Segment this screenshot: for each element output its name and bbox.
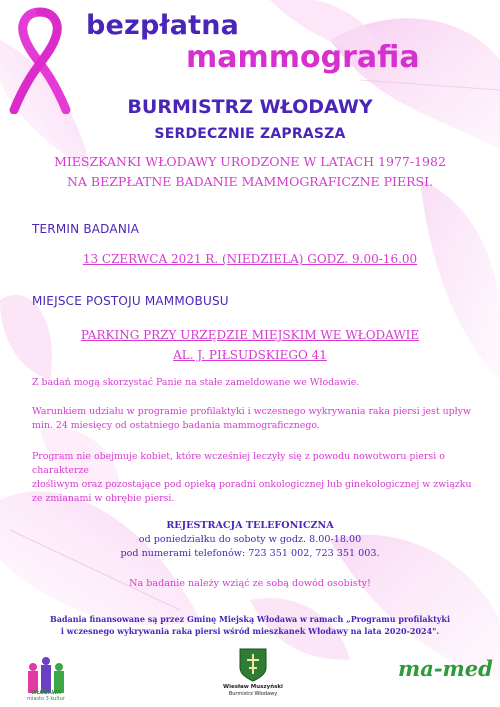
wlodawa-logo-subtitle: miasto 3 kultur [27, 696, 65, 702]
info-paragraph-2-line-2: min. 24 miesięcy od ostatniego badania mammograficznego. [32, 420, 320, 431]
invitation-line-2: NA BEZPŁATNE BADANIE MAMMOGRAFICZNE PIERSI. [66, 174, 433, 189]
wlodawa-logo-text [18, 690, 74, 702]
funding-info [0, 613, 500, 637]
exam-date-label: TERMIN BADANIA [32, 222, 140, 236]
town-crest-icon [239, 648, 267, 682]
location-address [0, 325, 500, 365]
info-paragraph-2-line-1: Warunkiem udziału w programie profilaktyki i wczesnego wykrywania raka piersi jest upływ [32, 406, 471, 417]
info-paragraph-2 [32, 405, 477, 433]
info-paragraph-1: Z badań mogą skorzystać Panie na stałe zameldowane we Włodawie. [32, 377, 360, 388]
info-paragraph-3-line-3: ze zmianami w obrębie piersi. [32, 493, 175, 504]
invitation-text [0, 152, 500, 192]
registration-title: REJESTRACJA TELEFONICZNA [166, 520, 334, 531]
title-line-1: bezpłatna [86, 10, 240, 41]
mayor-name: Wiesław Muszyński [223, 684, 283, 690]
location-line-1: PARKING PRZY URZĘDZIE MIEJSKIM WE WŁODAWIE [80, 328, 420, 342]
invitation-line-1: MIESZKANKI WŁODAWY URODZONE W LATACH 1977-1982 [54, 154, 446, 169]
mayor-role: Burmistrz Włodawy [228, 691, 278, 697]
info-paragraph-3-line-1: Program nie obejmuje kobiet, które wcześniej leczyły się z powodu nowotworu piersi o charakterze [32, 451, 445, 476]
location-line-2: AL. J. PIŁSUDSKIEGO 41 [173, 348, 327, 362]
funding-line-1: Badania finansowane są przez Gminę Miejską Włodawa w ramach „Programu profilaktyki [49, 614, 451, 624]
funding-line-2: i wczesnego wykrywania raka piersi wśród mieszkanek Włodawy na lata 2020-2024". [60, 626, 440, 636]
registration-phones: pod numerami telefonów: 723 351 002, 723 351 003. [120, 548, 380, 559]
registration-details [0, 533, 500, 561]
id-card-note: Na badanie należy wziąć ze sobą dowód osobisty! [129, 578, 371, 589]
location-label: MIEJSCE POSTOJU MAMMOBUSU [32, 294, 229, 308]
wlodawa-logo-title: WŁODAWA [31, 690, 61, 696]
title-line-2: mammografia [186, 40, 420, 75]
mamed-logo: ma-med [398, 656, 493, 681]
registration-hours: od poniedziałku do soboty w godz. 8.00-18.00 [138, 534, 362, 545]
info-paragraph-3 [32, 450, 477, 506]
host-name: BURMISTRZ WŁODAWY [127, 96, 373, 118]
exam-date-value: 13 CZERWCA 2021 R. (NIEDZIELA) GODZ. 9.00-16.00 [82, 252, 418, 266]
info-paragraph-3-line-2: złośliwym oraz pozostające pod opieką poradni onkologicznej lub ginekologicznej w związku [32, 479, 472, 490]
host-invites: SERDECZNIE ZAPRASZA [154, 126, 346, 142]
